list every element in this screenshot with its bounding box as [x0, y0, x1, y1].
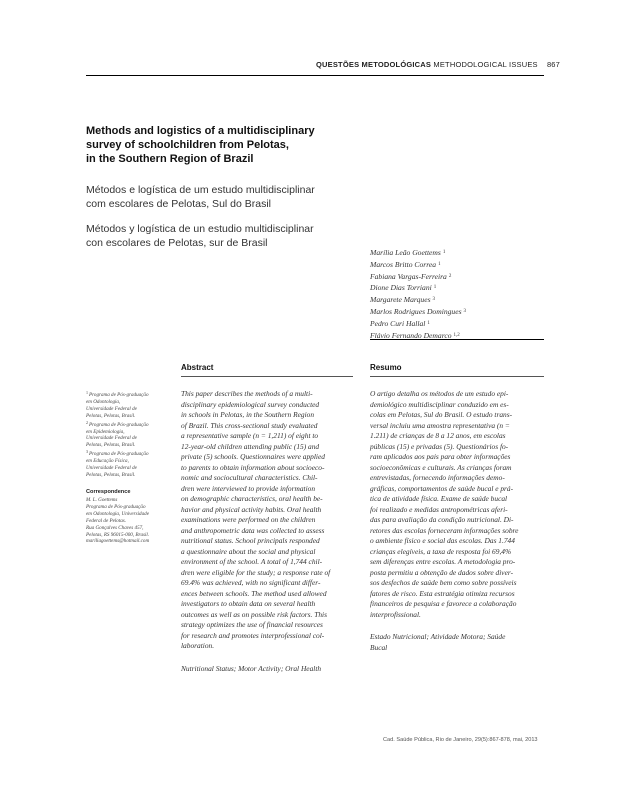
- correspondence-heading: Correspondence: [86, 489, 131, 495]
- journal-citation-footer: Cad. Saúde Pública, Rio de Janeiro, 29(5):867-878, mai, 2013: [383, 737, 538, 743]
- abstract-keywords: Nutritional Status; Motor Activity; Oral Health: [181, 664, 322, 673]
- abstract-rule: [181, 376, 353, 377]
- author-name: Margarete Marques $^3$: [370, 295, 436, 305]
- resumo-rule: [370, 376, 544, 377]
- resumo-heading: Resumo: [370, 363, 402, 372]
- affiliations: [86, 390, 176, 479]
- author-name: Fabiana Vargas-Ferreira $^2$: [370, 271, 452, 281]
- author-name: Pedro Curi Hallal $^1$: [370, 318, 430, 328]
- affiliation: $^1$Programa de Pós-graduação em Odontologia, Universidade Federal de Pelotas, Pelotas, Brasil.: [86, 390, 149, 419]
- title-portuguese: Métodos e logística de um estudo multidisciplinar com escolares de Pelotas, Sul do Brasil: [86, 184, 315, 210]
- abstract-body: This paper describes the methods of a multi- disciplinary epidemiological survey conducted in schools in Pelotas, in the Southern Region of Brazil. This cross-sectional study evaluated a representative sample (n = 1,211) of eight to 12-year-old children attending public (15) and private (5) schools. Questionnaires were applied to parents to obtain information about socioeco- nomic and sociocultural characteristics. Chil- dren were interviewed to provide information on demographic characteristics, oral health be- havior and physical activity habits. Oral health examinations were performed on the children and anthropometric data was collected to assess nutritional status. School principals responded a questionnaire about the social and physical environment of the school. A total of 1,744 chil- dren were eligible for the study; a response rate of 69.4% was achieved, with no significant differ- ences between schools. The method used allowed investigators to obtain data on several health outcomes as well as on possible risk factors. This strategy optimizes the use of financial resources for research and promotes interprofessional col- laboration.: [181, 389, 331, 650]
- section-title-pt: QUESTÕES METODOLÓGICAS: [316, 60, 432, 69]
- correspondence-address: M. L. Goettems Programa de Pós-graduação em Odontologia, Universidade Federal de Pelotas. Rua Gonçalves Chaves 457, Pelotas, RS 96015-000, Brasil. mariliagoettems@hotmail.com: [86, 497, 176, 545]
- author-name: Flávio Fernando Demarco $^{1,2}$: [370, 330, 460, 340]
- correspondence-email[interactable]: mariliagoettems@hotmail.com: [86, 538, 150, 545]
- title-spanish: Métodos y logística de un estudio multidisciplinar con escolares de Pelotas, sur de Brasil: [86, 223, 314, 249]
- section-title-en: METHODOLOGICAL ISSUES: [433, 60, 538, 69]
- author-name: Marlos Rodrigues Domingues $^3$: [370, 306, 467, 316]
- author-name: Marília Leão Goettems $^1$: [370, 248, 446, 257]
- resumo-body: O artigo detalha os métodos de um estudo epi- demiológico multidisciplinar conduzido em es- colas em Pelotas, Sul do Brasil. O estudo trans- versal incluiu uma amostra representativa (n = 1.211) de crianças de 8 a 12 anos, em escolas públicas (15) e privadas (5). Questionários fo- ram aplicados aos pais para obter informações socioeconômicas e culturais. As crianças foram entrevistadas, fornecendo informações demo- gráficas, comportamentos de saúde bucal e prá- tica de atividade física. Exame de saúde bucal foi realizado e medidas antropométricas aferi- das para avaliação da condição nutricional. Di- retores das escolas forneceram informações sobre o ambiente físico e social das escolas. Das 1.744 crianças elegíveis, a taxa de resposta foi 69,4% sem diferenças entre escolas. A metodologia pro- posta permitiu a obtenção de dados sobre diver- sos desfechos de saúde bem como sobre possíveis fatores de risco. Esta estratégia otimiza recursos financeiros de pesquisa e favorece a colaboração interprofissional.: [370, 389, 519, 619]
- affiliation: $^2$Programa de Pós-graduação em Epidemiologia, Universidade Federal de Pelotas, Pelotas, Brasil.: [86, 419, 149, 449]
- author-name: Dione Dias Torriani $^1$: [370, 283, 437, 293]
- affiliation: $^3$Programa de Pós-graduação em Educação Física, Universidade Federal de Pelotas, Pelotas, Brasil.: [86, 449, 149, 478]
- page-number: 867: [546, 60, 561, 69]
- header-rule: [86, 75, 544, 76]
- running-header: [316, 60, 560, 69]
- abstract-heading: Abstract: [181, 363, 214, 372]
- authors-rule: [370, 339, 544, 340]
- resumo-keywords: Estado Nutricional; Atividade Motora; Saúde Bucal: [370, 632, 506, 652]
- title-english: Methods and logistics of a multidisciplinary survey of schoolchildren from Pelotas, in the Southern Region of Brazil: [86, 125, 315, 165]
- author-list: [370, 247, 466, 341]
- author-name: Marcos Britto Correa $^1$: [370, 259, 441, 269]
